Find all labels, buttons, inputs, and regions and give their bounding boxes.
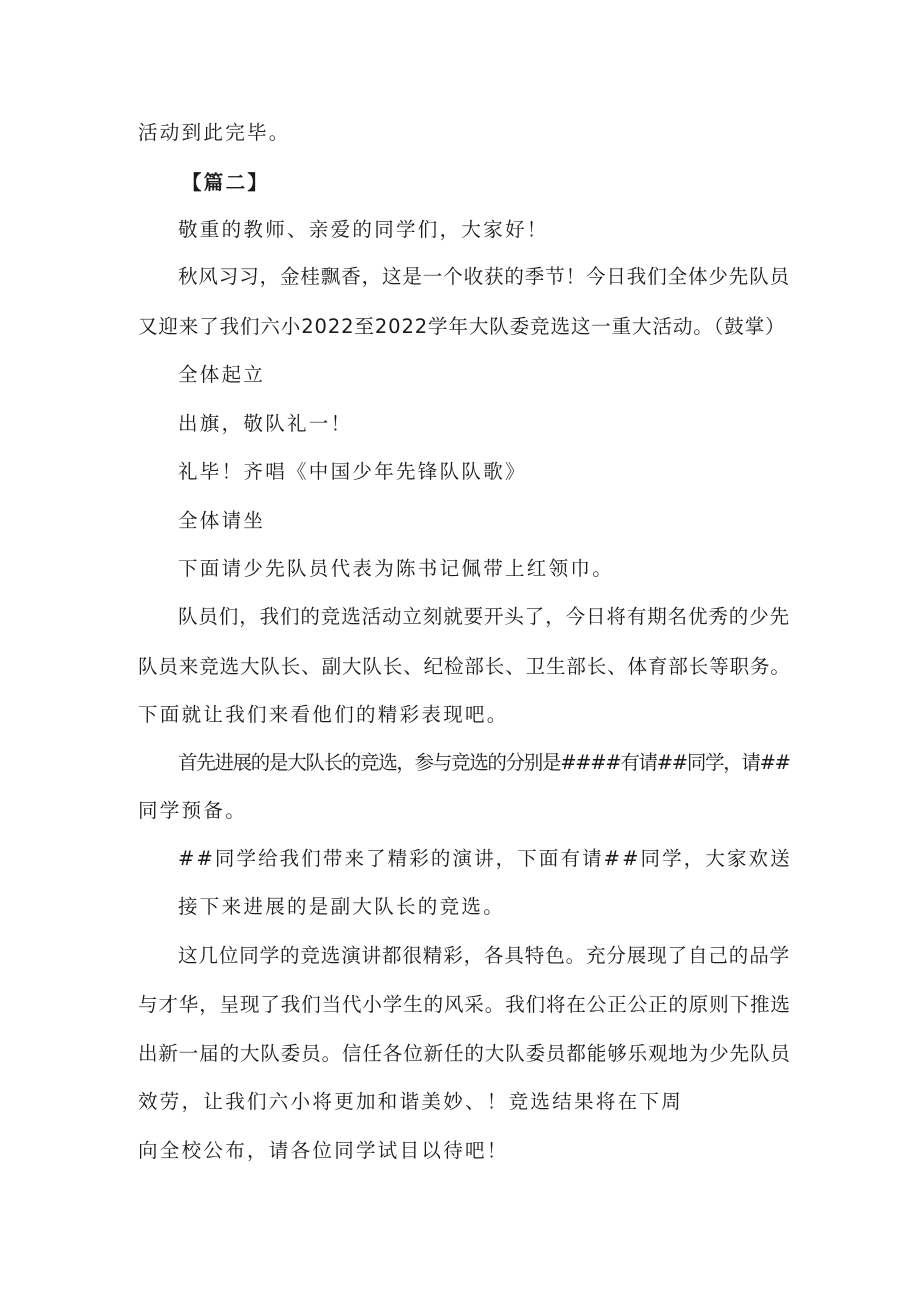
paragraph-line: 下面就让我们来看他们的精彩表现吧。 (138, 703, 509, 726)
paragraph-line: 效劳，让我们六小将更加和谐美妙、！竞选结果将在下周 (138, 1090, 684, 1113)
paragraph-line: 下面请少先队员代表为陈书记佩带上红领巾。 (178, 557, 615, 580)
paragraph-line: 队员来竞选大队长、副大队长、纪检部长、卫生部长、体育部长等职务。 (138, 655, 791, 678)
paragraph-line: 出新一届的大队委员。信任各位新任的大队委员都能够乐观地为少先队员 (138, 1042, 791, 1065)
paragraph-line: 向全校公布，请各位同学试目以待吧！ (138, 1139, 509, 1162)
paragraph-line: ##同学给我们带来了精彩的演讲，下面有请##同学，大家欢送 (178, 847, 792, 870)
paragraph-line: 队员们，我们的竞选活动立刻就要开头了，今日将有期名优秀的少先 (178, 605, 791, 628)
paragraph-line: 全体请坐 (178, 509, 266, 532)
section-heading: 【篇二】 (182, 171, 270, 194)
paragraph-line: 与才华，呈现了我们当代小学生的风采。我们将在公正公正的原则下推选 (138, 993, 791, 1016)
paragraph-line: 接下来进展的是副大队长的竞选。 (178, 895, 506, 918)
paragraph-line: 首先进展的是大队长的竞选，参与竞选的分别是####有请##同学，请## (178, 751, 790, 774)
paragraph-line: 同学预备。 (138, 799, 248, 822)
paragraph-line: 全体起立 (178, 363, 266, 386)
paragraph-line: 秋风习习，金桂飘香，这是一个收获的季节！今日我们全体少先队员 (178, 265, 791, 288)
paragraph-line: 出旗，敬队礼一！ (178, 412, 353, 435)
paragraph-line: 又迎来了我们六小2022至2022学年大队委竞选这一重大活动。（鼓掌） (138, 315, 786, 338)
paragraph-line: 礼毕！齐唱《中国少年先锋队队歌》 (178, 460, 527, 483)
greeting-line: 敬重的教师、亲爱的同学们，大家好！ (178, 218, 549, 241)
closing-line: 活动到此完毕。 (138, 121, 291, 144)
paragraph-line: 这几位同学的竞选演讲都很精彩，各具特色。充分展现了自己的品学 (178, 944, 791, 967)
